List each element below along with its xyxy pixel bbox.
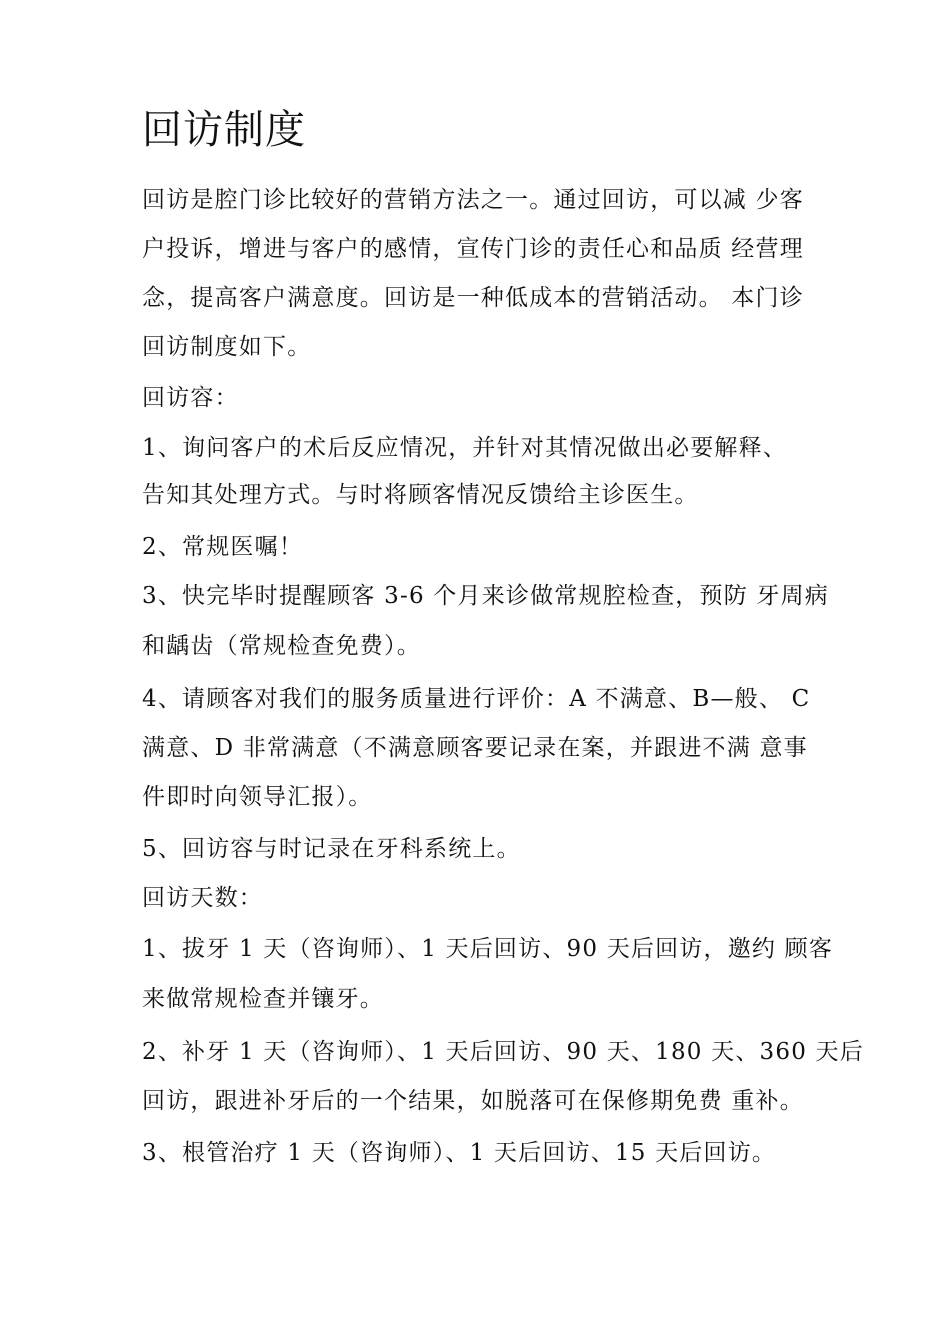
- content-item-3-line-1: 3、快完毕时提醒顾客 3-6 个月来诊做常规腔检查，预防 牙周病: [142, 583, 830, 609]
- days-item-2-line-1: 2、补牙 1 天（咨询师）、1 天后回访、90 天、180 天、360 天后: [142, 1039, 864, 1065]
- intro-line-1: 回访是腔门诊比较好的营销方法之一。通过回访，可以减 少客: [142, 187, 804, 213]
- content-item-5-line-1: 5、回访容与时记录在牙科系统上。: [142, 836, 521, 862]
- content-item-3-line-2: 和龋齿（常规检查免费）。: [142, 633, 421, 659]
- intro-line-4: 回访制度如下。: [142, 334, 312, 360]
- content-item-4-line-3: 件即时向领导汇报）。: [142, 784, 373, 810]
- page-title: 回访制度: [142, 107, 306, 153]
- intro-line-3: 念，提高客户满意度。回访是一种低成本的营销活动。 本门诊: [142, 285, 804, 311]
- content-item-2-line-1: 2、常规医嘱！: [142, 534, 304, 560]
- intro-line-2: 户投诉，增进与客户的感情，宣传门诊的责任心和品质 经营理: [142, 236, 804, 262]
- days-heading: 回访天数：: [142, 885, 263, 911]
- content-item-1-line-2: 告知其处理方式。与时将顾客情况反馈给主诊医生。: [142, 482, 699, 508]
- days-item-1-line-1: 1、拔牙 1 天（咨询师）、1 天后回访、90 天后回访，邀约 顾客: [142, 936, 834, 962]
- days-item-3-line-1: 3、根管治疗 1 天（咨询师）、1 天后回访、15 天后回访。: [142, 1140, 777, 1166]
- content-item-4-line-2: 满意、D 非常满意（不满意顾客要记录在案，并跟进不满 意事: [142, 735, 808, 761]
- content-heading: 回访容：: [142, 385, 239, 411]
- content-item-1-line-1: 1、询问客户的术后反应情况，并针对其情况做出必要解释、: [142, 435, 788, 461]
- days-item-2-line-2: 回访，跟进补牙后的一个结果，如脱落可在保修期免费 重补。: [142, 1088, 804, 1114]
- days-item-1-line-2: 来做常规检查并镶牙。: [142, 986, 384, 1012]
- content-item-4-line-1: 4、请顾客对我们的服务质量进行评价：A 不满意、B—般、 C: [142, 686, 811, 712]
